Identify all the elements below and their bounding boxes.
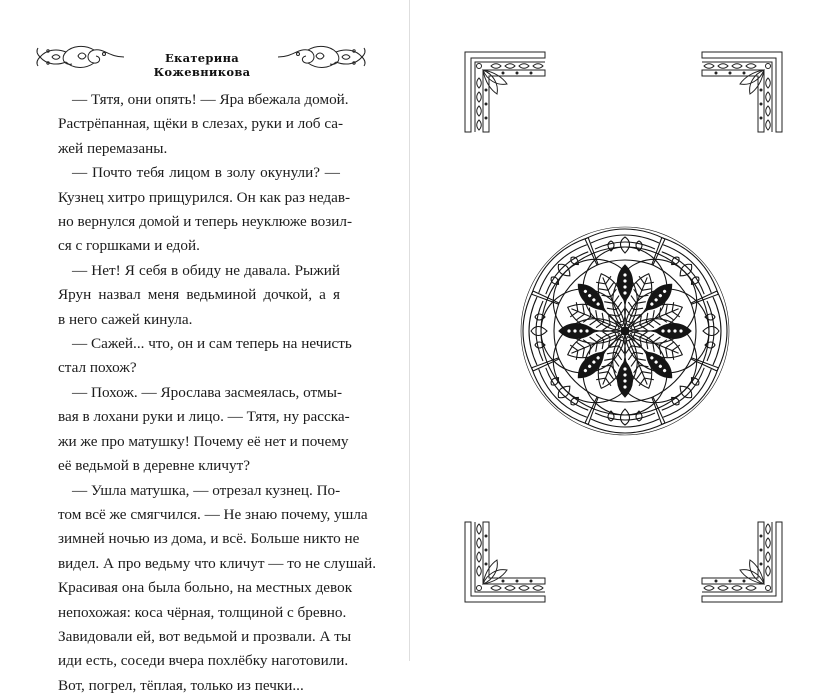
floral-header-ornament-icon	[34, 42, 126, 72]
text-line: стал похож?	[58, 359, 137, 377]
text-line: — Ушла матушка, — отрезал кузнец. По-	[72, 481, 341, 499]
text-line: но вернулся домой и теперь неуклюже возил-	[58, 213, 353, 231]
text-line: иди есть, соседи вчера похлёбку наготовили.	[58, 652, 349, 670]
running-head	[34, 42, 368, 78]
floral-header-ornament-icon	[276, 42, 368, 72]
text-line: вая в лохани руки и лицо. — Тятя, ну расска-	[58, 408, 350, 426]
text-line: Кузнец хитро прищурился. Он как раз недав-	[58, 188, 351, 206]
mandala-ornament-icon	[517, 223, 733, 439]
text-line: непохожая: коса чёрная, толщиной с бревно.	[58, 603, 347, 621]
text-line: Завидовали ей, вот ведьмой и прозвали. А ты	[58, 627, 352, 645]
text-line: Красивая она была больно, на местных девок	[58, 579, 353, 597]
floral-corner-ornament-icon	[700, 520, 784, 604]
floral-corner-ornament-icon	[700, 50, 784, 134]
text-line: — Похож. — Ярослава засмеялась, отмы-	[72, 383, 343, 401]
text-line: Вот, погрел, тёплая, только из печки...	[58, 676, 304, 694]
text-line: жи же про матушку! Почему её нет и почему	[58, 432, 349, 450]
text-line: том всё же смягчился. — Не знаю почему, ушла	[58, 505, 368, 523]
text-line: ся с горшками и едой.	[58, 237, 200, 255]
text-line: её ведьмой в деревне кличут?	[58, 457, 250, 475]
text-line: Растрёпанная, щёки в слезах, руки и лоб са-	[58, 115, 344, 133]
text-line: Ярун назвал меня ведьминой дочкой, а я	[58, 286, 340, 304]
text-line: — Почто тебя лицом в золу окунули? —	[72, 164, 340, 182]
text-line: жей перемазаны.	[58, 139, 168, 157]
text-line: в него сажей кинула.	[58, 310, 193, 328]
floral-corner-ornament-icon	[463, 520, 547, 604]
text-line: — Тятя, они опять! — Яра вбежала домой.	[72, 91, 349, 108]
floral-corner-ornament-icon	[463, 50, 547, 134]
text-line: зимней ночью из дома, и всё. Больше никто не	[58, 530, 360, 548]
body-text	[58, 88, 377, 698]
left-page	[0, 0, 410, 694]
text-line: видел. А про ведьму что кличут — то не слушай.	[58, 554, 377, 572]
text-line: — Сажей... что, он и сам теперь на нечисть	[72, 335, 352, 353]
author-name: Екатерина Кожевникова	[153, 51, 251, 79]
text-line: — Нет! Я себя в обиду не давала. Рыжий	[72, 261, 340, 279]
